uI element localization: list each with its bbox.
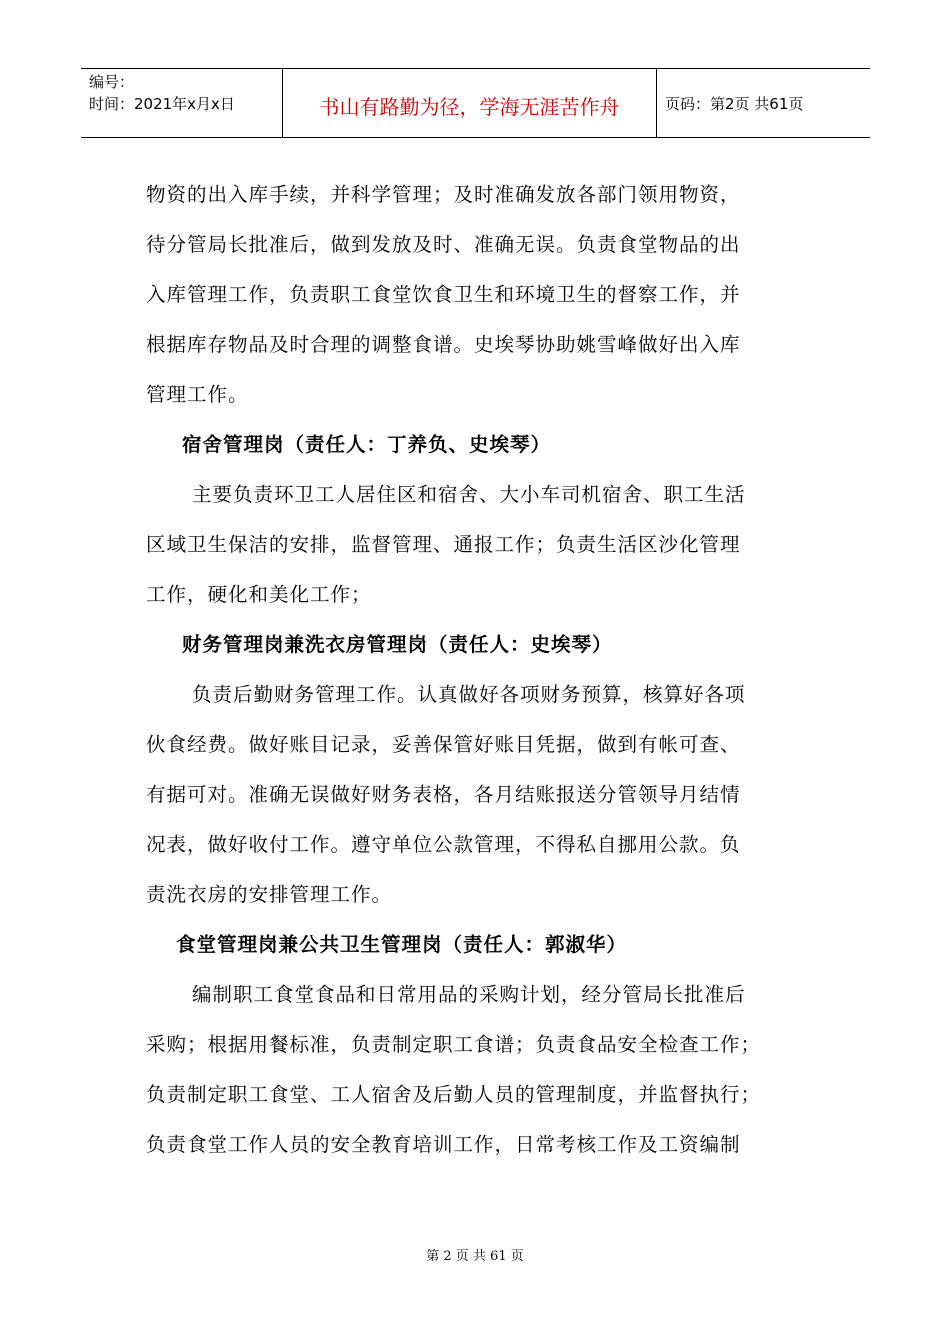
body-line: 负责制定职工食堂、工人宿舍及后勤人员的管理制度，并监督执行； (146, 1083, 762, 1106)
body-line: 编制职工食堂食品和日常用品的采购计划，经分管局长批准后 (192, 983, 746, 1006)
paragraph-3 (146, 670, 826, 920)
body-line: 工作，硬化和美化工作； (146, 583, 372, 606)
page-footer: 第 2 页 共 61 页 (426, 1249, 524, 1264)
body-line: 采购；根据用餐标准，负责制定职工食谱；负责食品安全检查工作； (146, 1033, 762, 1056)
body-line: 入库管理工作，负责职工食堂饮食卫生和环境卫生的督察工作，并 (146, 283, 741, 306)
body-line: 管理工作。 (146, 383, 249, 406)
body-line: 物资的出入库手续，并科学管理；及时准确发放各部门领用物资， (146, 183, 741, 206)
body-line: 负责后勤财务管理工作。认真做好各项财务预算，核算好各项 (192, 683, 746, 706)
body-line: 根据库存物品及时合理的调整食谱。史埃琴协助姚雪峰做好出入库 (146, 333, 741, 356)
paragraph-1 (146, 170, 826, 420)
header-page-cell (657, 69, 870, 137)
paragraph-4 (146, 970, 826, 1170)
body-line: 主要负责环卫工人居住区和宿舍、大小车司机宿舍、职工生活 (192, 483, 746, 506)
document-date: 时间：2021年x月x日 (89, 95, 235, 113)
header-meta-cell (81, 69, 283, 137)
body-line: 区域卫生保洁的安排，监督管理、通报工作；负责生活区沙化管理 (146, 533, 741, 556)
page-header (81, 68, 870, 138)
body-line: 况表，做好收付工作。遵守单位公款管理，不得私自挪用公款。负 (146, 833, 741, 856)
body-line: 责洗衣房的安排管理工作。 (146, 883, 393, 906)
section-heading-canteen: 食堂管理岗兼公共卫生管理岗（责任人：郭淑华） (176, 933, 628, 956)
paragraph-2 (146, 470, 826, 620)
document-body (146, 170, 826, 1170)
body-line: 伙食经费。做好账目记录，妥善保管好账目凭据，做到有帐可查、 (146, 733, 741, 756)
body-line: 负责食堂工作人员的安全教育培训工作，日常考核工作及工资编制 (146, 1133, 741, 1156)
section-heading-finance: 财务管理岗兼洗衣房管理岗（责任人：史埃琴） (182, 633, 613, 656)
section-heading-dormitory: 宿舍管理岗（责任人：丁养负、史埃琴） (182, 433, 552, 456)
header-motto-cell (283, 69, 657, 137)
body-line: 有据可对。准确无误做好财务表格，各月结账报送分管领导月结情 (146, 783, 741, 806)
body-line: 待分管局长批准后，做到发放及时、准确无误。负责食堂物品的出 (146, 233, 741, 256)
header-page-info: 页码：第2页 共61页 (665, 95, 804, 113)
document-number-label: 编号： (89, 73, 135, 91)
header-motto: 书山有路勤为径，学海无涯苦作舟 (319, 95, 620, 119)
